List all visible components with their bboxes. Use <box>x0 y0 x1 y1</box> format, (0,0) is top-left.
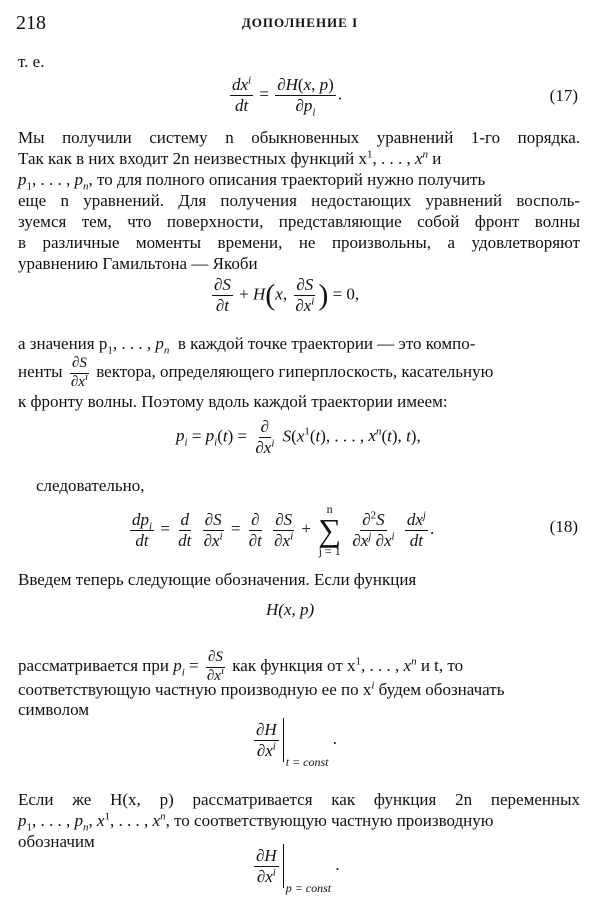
text-line: к фронту волны. Поэтому вдоль каждой траектории имеем: <box>18 392 448 411</box>
text-line: ненты $\frac{\partial S}{\partial x^i}$ вектора, определяющего гиперплоскость, касательную <box>18 355 494 390</box>
text-line: Введем теперь следующие обозначения. Если функция <box>18 570 417 589</box>
text-line: еще n уравнений. Для получения недостающих уравнений восполь- <box>18 191 580 210</box>
text-line: Так как в них входит 2n неизвестных функций $x^1$, . . . , $x^n$ и <box>18 148 442 168</box>
text-line: уравнению Гамильтона — Якоби <box>18 254 258 273</box>
text-line: т. е. <box>18 52 45 71</box>
text-line: $p_1$, . . . , $p_n$, $x^1$, . . . , $x^n$, то соответствующую частную производную <box>18 810 494 834</box>
equation-number: (18) <box>549 517 578 536</box>
equation-18: $dp_i$ dt = $\frac{d}{dt}$ $\frac{\partial S}{\partial x^i}$ = ∂ ∂t $\frac{\partial S}{\partial x^i}$ + n ∑ j = 1 $\frac{\partial^2S}{\partial x^j \partial x^i}$ $dx^j$ dt . <box>132 502 435 559</box>
text-line: рассматривается при $p_i$ = $\frac{\partial S}{\partial x^i}$ как функция от $x^1$, . . . , $x^n$ и t, то <box>18 649 464 684</box>
equation-dh-t-const: $\frac{\partial H}{\partial x^i}$ t = const . <box>256 719 337 769</box>
text-line: соответствующую частную производную ее по $x^i$ будем обозначать <box>18 679 505 699</box>
page-header <box>16 12 584 36</box>
equation-hxp: H(x, p) <box>266 600 315 619</box>
running-head: ДОПОЛНЕНИЕ I <box>241 15 359 30</box>
page-number: 218 <box>16 12 46 34</box>
text-line: следовательно, <box>36 476 145 495</box>
text-line: символом <box>18 700 90 719</box>
text-line: а значения $p_1$, . . . , $p_n$ в каждой точке траектории — это компо- <box>18 334 476 357</box>
equation-17: $dx^i$ dt = $\frac{\partial H(x, p)}{\partial p_i}$ . <box>232 74 343 119</box>
text-line: Если же H(x, p) рассматривается как функция 2n переменных <box>18 790 580 809</box>
equation-hamilton-jacobi: $\frac{\partial S}{\partial t}$ + H(x, $\frac{\partial S}{\partial x^i}$ ) = 0, <box>214 275 360 315</box>
text-line: зуемся тем, что поверхности, представляющие собой фронт волны <box>18 212 580 231</box>
text-line: Мы получили систему n обыкновенных уравнений 1-го порядка. <box>18 128 580 147</box>
equation-momentum: $p_i = p_i(t)$ = ∂ $\partial x^i$ $S(x^1(t)$, . . . , $x^n(t)$, t), <box>176 417 421 457</box>
text-line: в различные моменты времени, не произвольны, а удовлетворяют <box>18 233 580 252</box>
text-line: $p_1$, . . . , $p_n$, то для полного описания траекторий нужно получить <box>18 170 486 193</box>
equation-number: (17) <box>549 86 578 105</box>
text-line: обозначим <box>18 832 95 851</box>
equation-dh-p-const: $\frac{\partial H}{\partial x^i}$ p = const . <box>256 845 340 895</box>
